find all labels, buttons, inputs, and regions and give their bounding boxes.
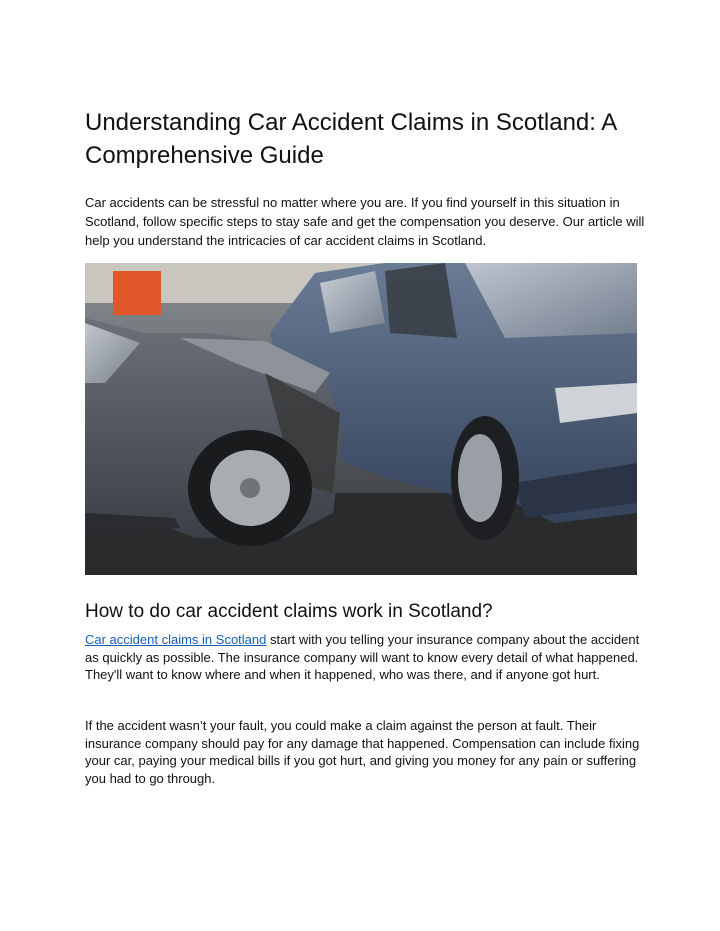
- car-accident-claims-link[interactable]: Car accident claims in Scotland: [85, 632, 267, 647]
- section-heading: How to do car accident claims work in Scotland?: [85, 601, 493, 622]
- car-collision-illustration: [85, 263, 637, 575]
- intro-paragraph: Car accidents can be stressful no matter where you are. If you find yourself in this situation in Scotland, follow specific steps to stay safe and get the compensation you deserve. Our article will help you understand the intricacies of car accident claims in Scotland.: [85, 195, 645, 248]
- section-paragraph-2: If the accident wasn’t your fault, you could make a claim against the person at fault. Their insurance company should pay for any damage that happened. Compensation can include fixing your car, paying your medical bills if you got hurt, and giving you money for any pain or suffering you had to go through.: [85, 718, 640, 786]
- page-title: Understanding Car Accident Claims in Scotland: A Comprehensive Guide: [85, 109, 616, 169]
- section-paragraph-1-text: start with you telling your insurance company about the accident as quickly as possible. The insurance company will want to know every detail of what happened. They'll want to know where and when it happened, who was there, and if anyone got hurt.: [85, 632, 640, 682]
- section-paragraph-1: [85, 631, 641, 684]
- car-accident-photo: [85, 263, 637, 575]
